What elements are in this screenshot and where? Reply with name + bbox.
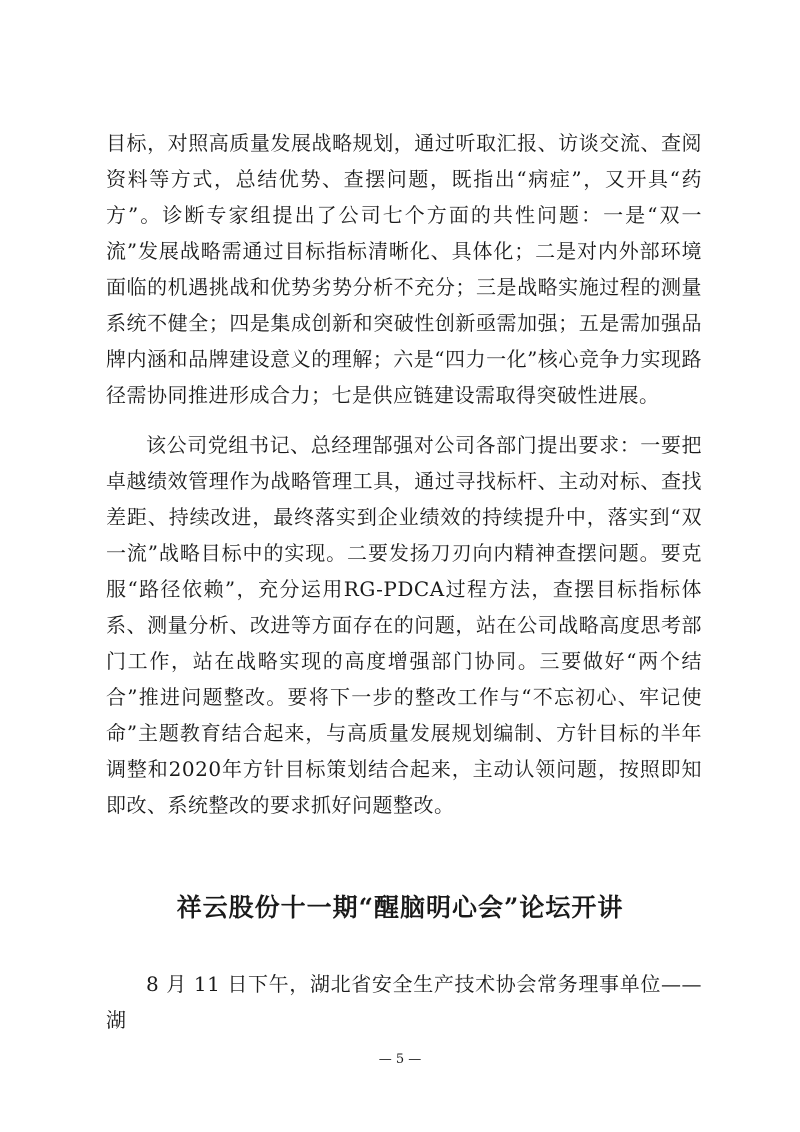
body-paragraph-2: 该公司党组书记、总经理郜强对公司各部门提出要求：一要把卓越绩效管理作为战略管理工具，通过寻找标杆、主动对标、查找差距、持续改进，最终落实到企业绩效的持续提升中，落实到“双一流”战略目标中的实现。二要发扬刀刃向内精神查摆问题。要克服“路径依赖”，充分运用RG-PDCA过程方法，查摆目标指标体系、测量分析、改进等方面存在的问题，站在公司战略高度思考部门工作，站在战略实现的高度增强部门协同。三要做好“两个结合”推进问题整改。要将下一步的整改工作与“不忘初心、牢记使命”主题教育结合起来，与高质量发展规划编制、方针目标的半年调整和2020年方针目标策划结合起来，主动认领问题，按照即知即改、系统整改的要求抓好问题整改。: [106, 433, 702, 817]
body-paragraph-1: 目标，对照高质量发展战略规划，通过听取汇报、访谈交流、查阅资料等方式，总结优势、查摆问题，既指出“病症”，又开具“药方”。诊断专家组提出了公司七个方面的共性问题：一是“双一流”发展战略需通过目标指标清晰化、具体化；二是对内外部环境面临的机遇挑战和优势劣势分析不充分；三是战略实施过程的测量系统不健全；四是集成创新和突破性创新亟需加强；五是需加强品牌内涵和品牌建设意义的理解；六是“四力一化”核心竞争力实现路径需协同推进形成合力；七是供应链建设需取得突破性进展。: [106, 131, 702, 407]
page-number: — 5 —: [378, 1052, 422, 1067]
article-intro-paragraph: 8 月 11 日下午，湖北省安全生产技术协会常务理事单位——湖: [106, 972, 702, 1032]
article-title: 祥云股份十一期“醒脑明心会”论坛开讲: [176, 893, 624, 922]
